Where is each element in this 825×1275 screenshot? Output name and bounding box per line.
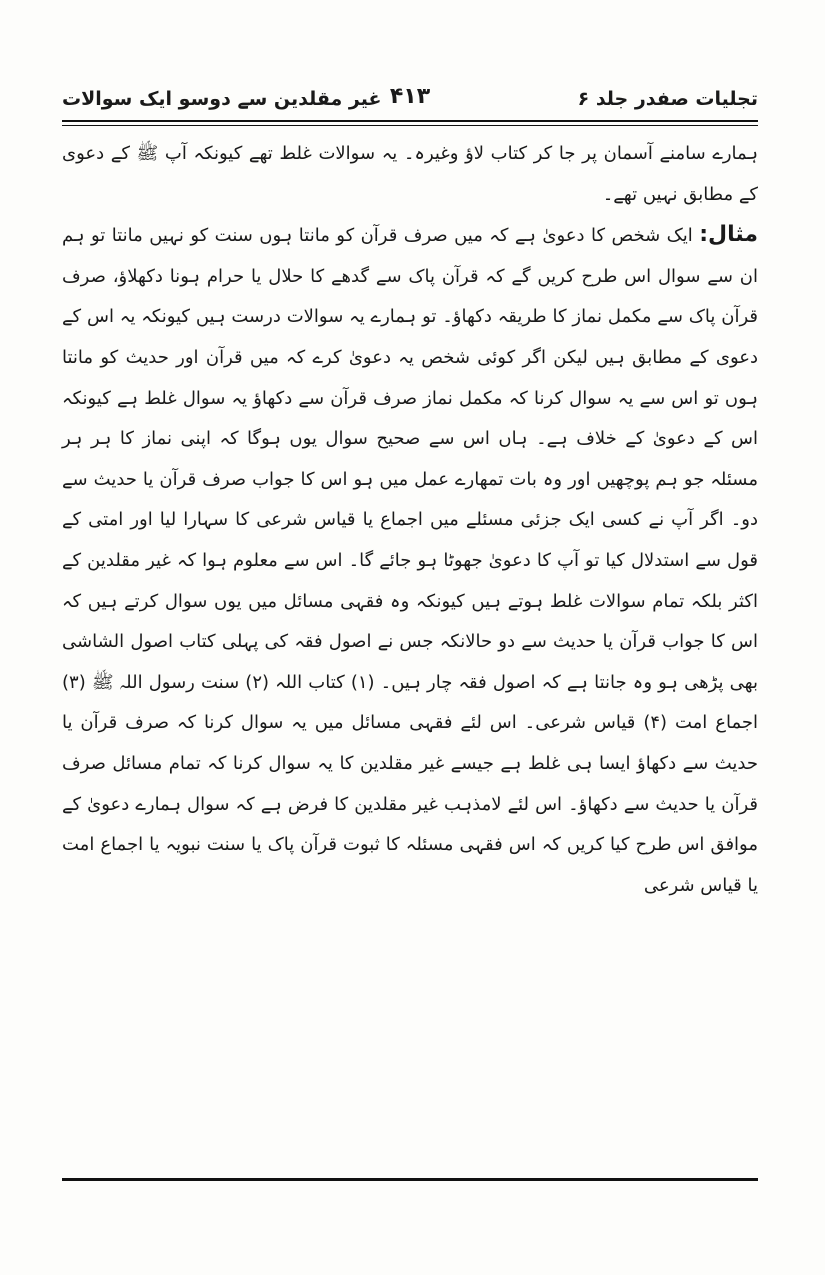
header-rule-thin	[62, 125, 758, 126]
example-text: ایک شخص کا دعویٰ ہے کہ میں صرف قرآن کو مانتا ہوں سنت کو نہیں مانتا تو ہم ان سے سوال اس طرح کریں گے کہ قرآن پاک سے گدھے کا حلال یا حرام ہونا دکھلاؤ، صرف قرآن پاک سے مکمل نماز کا طریقہ دکھاؤ۔ تو ہمارے یہ سوالات درست ہیں کیونکہ یہ اس کے دعوی کے مطابق ہیں لیکن اگر کوئی شخص یہ دعویٰ کرے کہ میں قرآن اور حدیث کو مانتا ہوں تو اس سے یہ سوال کرنا کہ مکمل نماز صرف قرآن سے دکھاؤ یہ سوال غلط ہے کیونکہ اس کے دعویٰ کے خلاف ہے۔ ہاں اس سے صحیح سوال یوں ہوگا کہ اپنی نماز کا ہر ہر مسئلہ جو ہم پوچھیں اور وہ بات تمھارے عمل میں ہو اس کا جواب صرف قرآن یا حدیث سے دو۔ اگر آپ نے کسی ایک جزئی مسئلے میں اجماع یا قیاس شرعی کا سہارا لیا اور امتی کے قول سے استدلال کیا تو آپ کا دعویٰ جھوٹا ہو جائے گا۔ اس سے معلوم ہوا کہ غیر مقلدین کے اکثر بلکہ تمام سوالات غلط ہوتے ہیں کیونکہ وہ فقہی مسائل میں یوں سوال کرتے ہیں کہ اس کا جواب قرآن یا حدیث سے دو حالانکہ جس نے اصول فقہ کی پہلی کتاب اصول الشاشی بھی پڑھی ہو وہ جانتا ہے کہ اصول فقہ چار ہیں۔ (۱) کتاب اللہ (۲) سنت رسول اللہ ﷺ (۳) اجماع امت (۴) قیاس شرعی۔ اس لئے فقہی مسائل میں یہ سوال کرنا کہ صرف قرآن یا حدیث سے دکھاؤ ایسا ہی غلط ہے جیسے غیر مقلدین کا یہ سوال کرنا کہ تمام مسائل صرف قرآن یا حدیث سے دکھاؤ۔ اس لئے لامذہب غیر مقلدین کا فرض ہے کہ سوال ہمارے دعویٰ کے موافق اس طرح کیا کریں کہ اس فقہی مسئلہ کا ثبوت قرآن پاک یا سنت نبویہ یا اجماع امت یا قیاس شرعی	[62, 225, 758, 896]
page-number: ۴۱۳	[389, 84, 431, 109]
paragraph-intro: ہمارے سامنے آسمان پر جا کر کتاب لاؤ وغیرہ۔ یہ سوالات غلط تھے کیونکہ آپ ﷺ کے دعوی کے مطابق نہیں تھے۔	[62, 143, 758, 205]
chapter-title: غیر مقلدین سے دوسو ایک سوالات	[62, 88, 382, 110]
body-text	[62, 134, 758, 906]
footer-rule	[62, 1178, 758, 1181]
example-label: مثال:	[699, 222, 758, 248]
page-header	[62, 84, 758, 118]
book-title: تجلیات صفدر جلد ۶	[577, 88, 758, 110]
paragraph-example	[62, 215, 758, 906]
header-rule-thick	[62, 120, 758, 122]
